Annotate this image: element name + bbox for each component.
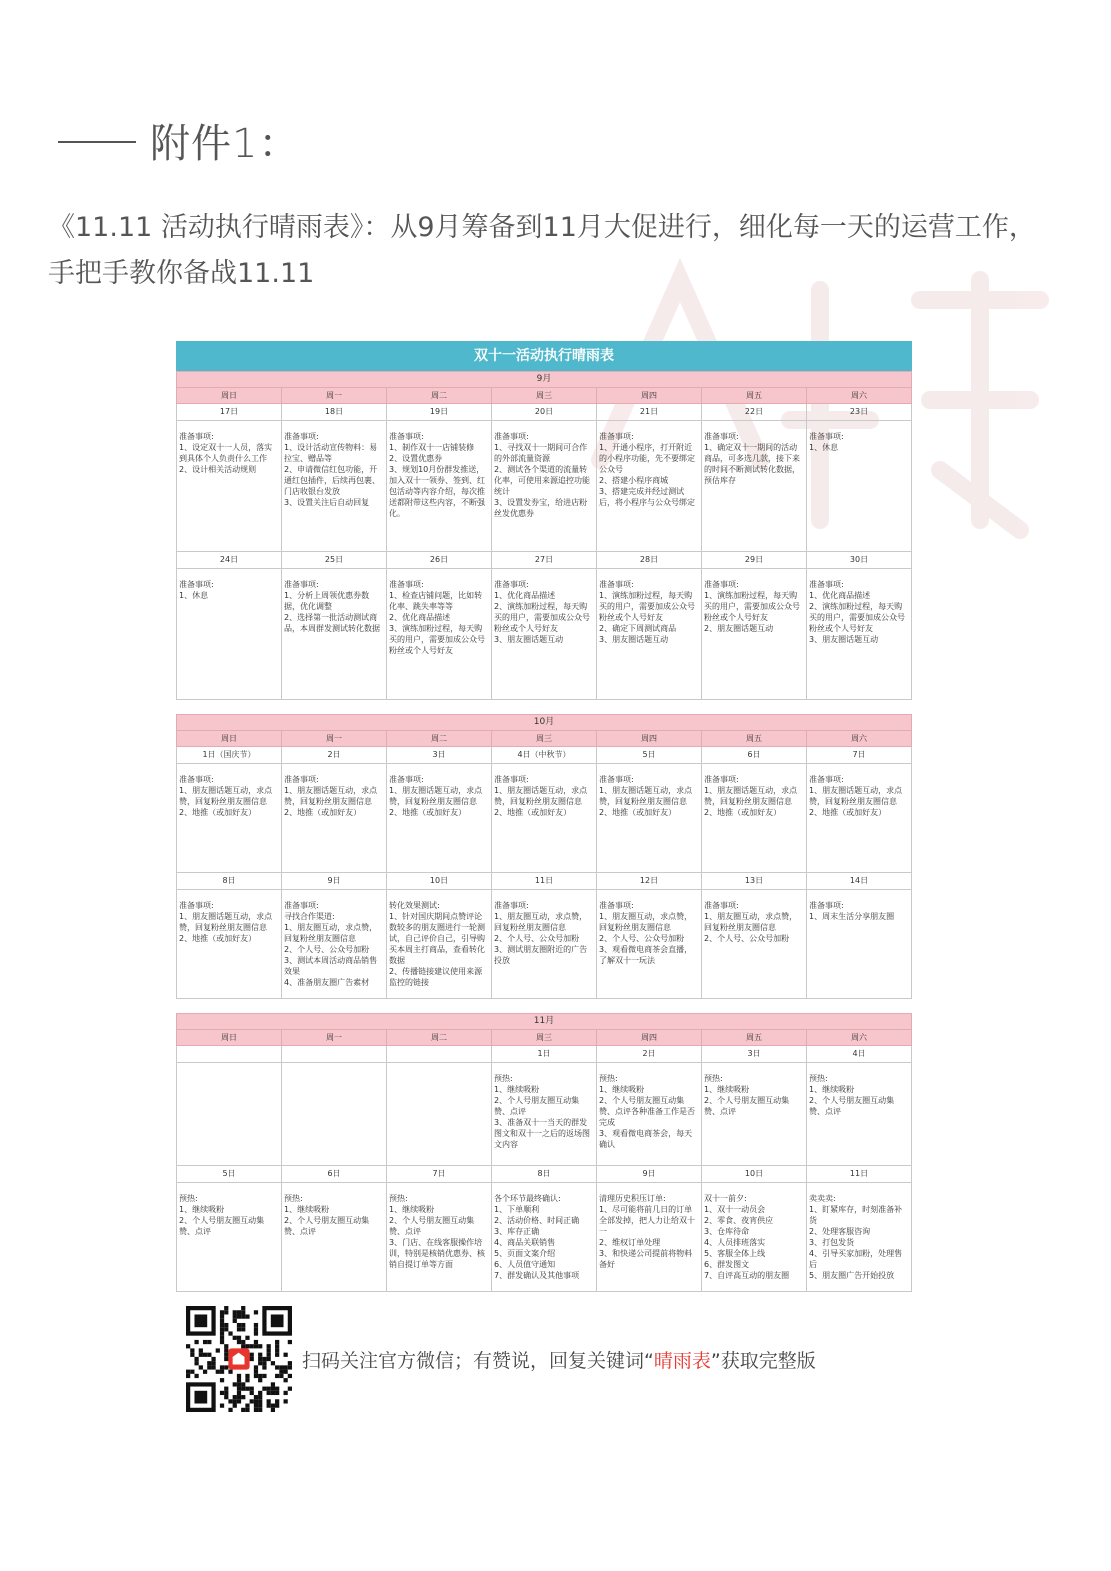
- date-cell: 23日: [807, 404, 912, 421]
- date-cell: 29日: [702, 552, 807, 569]
- task-cell: 准备事项: 1、周末生活分享朋友圈: [807, 890, 912, 999]
- month-gap: [176, 700, 912, 714]
- date-cell: 20日: [492, 404, 597, 421]
- task-cell: 准备事项: 1、演练加粉过程，每天购买的用户，需要加成公众号粉丝或个人号好友 2、朋友圈话题互动: [702, 569, 807, 700]
- weekday-header: 周六: [807, 731, 912, 747]
- month-block: [176, 371, 912, 700]
- task-row: [177, 890, 912, 999]
- date-cell: 28日: [597, 552, 702, 569]
- date-cell: 5日: [597, 747, 702, 764]
- weekday-header-row: [177, 731, 912, 747]
- date-cell: 6日: [702, 747, 807, 764]
- date-cell: [387, 1046, 492, 1063]
- date-cell: 3日: [702, 1046, 807, 1063]
- task-cell: 预热: 1、继续吸粉 2、个人号朋友圈互动集赞、点评: [282, 1183, 387, 1292]
- task-cell: 各个环节最终确认: 1、下单顺利 2、活动价格、时间正确 3、库存正确 4、商品关联销售 5、页面文案介绍 6、人员值守通知 7、群发确认及其他事项: [492, 1183, 597, 1292]
- task-cell: 预热: 1、继续吸粉 2、个人号朋友圈互动集赞、点评: [807, 1063, 912, 1166]
- date-cell: 3日: [387, 747, 492, 764]
- task-cell: 准备事项: 1、朋友圈话题互动，求点赞，回复粉丝朋友圈信息 2、地推（或加好友）: [387, 764, 492, 873]
- footer-text-before: 扫码关注官方微信；有赞说，回复关键词“: [302, 1350, 654, 1372]
- task-cell: 预热: 1、继续吸粉 2、个人号朋友圈互动集赞、点评 3、门店、在线客服操作培训，特别是核销优惠券、核销自提订单等方面: [387, 1183, 492, 1292]
- task-cell: 准备事项: 1、优化商品描述 2、演练加粉过程，每天购买的用户，需要加成公众号粉丝或个人号好友 3、朋友圈话题互动: [807, 569, 912, 700]
- date-cell: 24日: [177, 552, 282, 569]
- weekday-header-row: [177, 1030, 912, 1046]
- task-row: [177, 1183, 912, 1292]
- intro-paragraph: 《11.11 活动执行晴雨表》：从9月筹备到11月大促进行，细化每一天的运营工作，手把手教你备战11.11: [48, 212, 1036, 289]
- date-cell: 11日: [807, 1166, 912, 1183]
- date-cell: 4日（中秋节）: [492, 747, 597, 764]
- weekday-header: 周日: [177, 731, 282, 747]
- date-cell: 30日: [807, 552, 912, 569]
- task-cell: 准备事项: 1、朋友圈话题互动，求点赞，回复粉丝朋友圈信息 2、地推（或加好友）: [492, 764, 597, 873]
- task-cell: 准备事项: 1、朋友圈话题互动，求点赞，回复粉丝朋友圈信息 2、地推（或加好友）: [702, 764, 807, 873]
- weekday-header: 周三: [492, 1030, 597, 1046]
- weekday-header: 周一: [282, 1030, 387, 1046]
- task-cell: 准备事项: 1、确定双十一期间的活动商品，可多选几款，接下来的时间不断测试转化数据，预估库存: [702, 421, 807, 552]
- date-cell: [177, 1046, 282, 1063]
- date-row: [177, 747, 912, 764]
- date-cell: [282, 1046, 387, 1063]
- task-cell: 双十一前夕: 1、双十一动员会 2、零食、夜宵供应 3、仓库待命 4、人员排班落实 5、客服全体上线 6、群发图文 7、自评高互动的朋友圈: [702, 1183, 807, 1292]
- schedule-spreadsheet: [176, 341, 912, 1292]
- date-row: [177, 1166, 912, 1183]
- date-cell: 9日: [282, 873, 387, 890]
- task-cell: 准备事项: 1、朋友圈互动，求点赞，回复粉丝朋友圈信息 2、个人号、公众号加粉 3、观看微电商茶会直播，了解双十一玩法: [597, 890, 702, 999]
- task-cell: 卖卖卖: 1、盯紧库存，时刻准备补货 2、处理客服咨询 3、打包发货 4、引导买家加粉，处理售后 5、朋友圈广告开始投放: [807, 1183, 912, 1292]
- task-cell: 准备事项: 1、朋友圈话题互动，求点赞，回复粉丝朋友圈信息 2、地推（或加好友）: [177, 890, 282, 999]
- task-cell: 准备事项: 1、设定双十一人员，落实到具体个人负责什么工作 2、设计相关活动规则: [177, 421, 282, 552]
- calendar-table: [176, 1029, 912, 1292]
- task-cell: 准备事项: 1、检查店铺问题，比如转化率、跳失率等等 2、优化商品描述 3、演练加粉过程，每天购买的用户，需要加成公众号粉丝或个人号好友: [387, 569, 492, 700]
- task-row: [177, 764, 912, 873]
- month-label: 9月: [176, 371, 912, 387]
- weekday-header: 周二: [387, 731, 492, 747]
- date-cell: 26日: [387, 552, 492, 569]
- date-cell: 19日: [387, 404, 492, 421]
- date-cell: 8日: [177, 873, 282, 890]
- date-cell: 22日: [702, 404, 807, 421]
- task-cell: 准备事项: 1、朋友圈互动，求点赞，回复粉丝朋友圈信息 2、个人号、公众号加粉 3、测试朋友圈附近的广告投放: [492, 890, 597, 999]
- date-cell: 25日: [282, 552, 387, 569]
- task-cell: 准备事项: 1、分析上周领优惠券数据，优化调整 2、选择第一批活动测试商品，本周群发测试转化数据: [282, 569, 387, 700]
- month-block: [176, 1013, 912, 1292]
- task-cell: [282, 1063, 387, 1166]
- task-cell: 准备事项: 1、休息: [177, 569, 282, 700]
- weekday-header: 周日: [177, 388, 282, 404]
- task-cell: 准备事项: 1、朋友圈话题互动，求点赞，回复粉丝朋友圈信息 2、地推（或加好友）: [282, 764, 387, 873]
- month-label: 10月: [176, 714, 912, 730]
- weekday-header: 周二: [387, 1030, 492, 1046]
- weekday-header: 周日: [177, 1030, 282, 1046]
- weekday-header: 周五: [702, 1030, 807, 1046]
- calendar-table: [176, 387, 912, 700]
- calendar-table: [176, 730, 912, 999]
- attachment-heading: [58, 112, 299, 169]
- date-cell: 2日: [597, 1046, 702, 1063]
- date-cell: 7日: [807, 747, 912, 764]
- task-cell: 预热: 1、继续吸粉 2、个人号朋友圈互动集赞、点评: [702, 1063, 807, 1166]
- date-row: [177, 1046, 912, 1063]
- task-cell: 准备事项: 1、开通小程序，打开附近的小程序功能，先不要绑定公众号 2、搭建小程序商城 3、搭建完成并经过测试后，将小程序与公众号绑定: [597, 421, 702, 552]
- weekday-header: 周四: [597, 731, 702, 747]
- task-row: [177, 1063, 912, 1166]
- task-cell: [177, 1063, 282, 1166]
- sheet-title: 双十一活动执行晴雨表: [176, 341, 912, 371]
- date-row: [177, 404, 912, 421]
- date-cell: 13日: [702, 873, 807, 890]
- task-cell: 预热: 1、继续吸粉 2、个人号朋友圈互动集赞、点评各种准备工作是否完成 3、观看微电商茶会，每天确认: [597, 1063, 702, 1166]
- weekday-header: 周五: [702, 731, 807, 747]
- task-cell: 准备事项: 1、寻找双十一期间可合作的外部流量资源 2、测试各个渠道的流量转化率，可使用来源追控功能统计 3、设置发券宝，给进店粉丝发优惠券: [492, 421, 597, 552]
- weekday-header: 周一: [282, 731, 387, 747]
- date-cell: 9日: [597, 1166, 702, 1183]
- task-cell: [387, 1063, 492, 1166]
- weekday-header: 周三: [492, 731, 597, 747]
- task-cell: 准备事项: 1、朋友圈话题互动，求点赞，回复粉丝朋友圈信息 2、地推（或加好友）: [807, 764, 912, 873]
- task-row: [177, 421, 912, 552]
- footer-text: [302, 1346, 816, 1373]
- date-cell: 1日（国庆节）: [177, 747, 282, 764]
- heading-dash: [58, 141, 136, 143]
- date-cell: 18日: [282, 404, 387, 421]
- task-cell: 准备事项: 1、休息: [807, 421, 912, 552]
- task-cell: 准备事项: 1、朋友圈话题互动，求点赞，回复粉丝朋友圈信息 2、地推（或加好友）: [177, 764, 282, 873]
- task-cell: 预热: 1、继续吸粉 2、个人号朋友圈互动集赞、点评 3、准备双十一当天的群发图文和双十一之后的返场图文内容: [492, 1063, 597, 1166]
- month-label: 11月: [176, 1013, 912, 1029]
- task-cell: 转化效果测试: 1、针对国庆期间点赞评论数较多的朋友圈进行一轮测试，自己评价自己，引导购买本周主打商品，查看转化数据 2、传播链接建议使用来源监控的链接: [387, 890, 492, 999]
- footer-text-after: ”获取完整版: [710, 1350, 816, 1372]
- date-cell: 10日: [387, 873, 492, 890]
- task-cell: 预热: 1、继续吸粉 2、个人号朋友圈互动集赞、点评: [177, 1183, 282, 1292]
- weekday-header-row: [177, 388, 912, 404]
- date-cell: 27日: [492, 552, 597, 569]
- date-cell: 6日: [282, 1166, 387, 1183]
- weekday-header: 周二: [387, 388, 492, 404]
- weekday-header: 周四: [597, 388, 702, 404]
- date-row: [177, 552, 912, 569]
- task-cell: 准备事项: 寻找合作渠道: 1、朋友圈互动，求点赞，回复粉丝朋友圈信息 2、个人号、公众号加粉 3、测试本周活动商品销售效果 4、准备朋友圈广告素材: [282, 890, 387, 999]
- date-cell: 14日: [807, 873, 912, 890]
- weekday-header: 周六: [807, 1030, 912, 1046]
- task-cell: 准备事项: 1、设计活动宣传物料：易拉宝、赠品等 2、申请微信红包功能，开通红包插件，后续再包裹、门店收银台发放 3、设置关注后自动回复: [282, 421, 387, 552]
- heading-text: 附件1：: [150, 121, 300, 167]
- task-cell: 准备事项: 1、朋友圈话题互动，求点赞，回复粉丝朋友圈信息 2、地推（或加好友）: [597, 764, 702, 873]
- date-cell: 4日: [807, 1046, 912, 1063]
- date-cell: 5日: [177, 1166, 282, 1183]
- months-container: [176, 371, 912, 1292]
- weekday-header: 周四: [597, 1030, 702, 1046]
- month-block: [176, 714, 912, 999]
- task-cell: 准备事项: 1、制作双十一店铺装修 2、设置优惠券 3、规划10月份群发推送，加入双十一领券、签到、红包活动等内容介绍，每次推送都附带这些内容，不断强化。: [387, 421, 492, 552]
- weekday-header: 周三: [492, 388, 597, 404]
- date-cell: 12日: [597, 873, 702, 890]
- date-cell: 17日: [177, 404, 282, 421]
- qr-code-icon: [186, 1306, 292, 1412]
- month-gap: [176, 999, 912, 1013]
- task-row: [177, 569, 912, 700]
- date-cell: 2日: [282, 747, 387, 764]
- weekday-header: 周五: [702, 388, 807, 404]
- weekday-header: 周一: [282, 388, 387, 404]
- task-cell: 准备事项: 1、演练加粉过程，每天购买的用户，需要加成公众号粉丝或个人号好友 2、确定下周测试商品 3、朋友圈话题互动: [597, 569, 702, 700]
- date-cell: 11日: [492, 873, 597, 890]
- footer-keyword: 晴雨表: [653, 1350, 711, 1372]
- date-row: [177, 873, 912, 890]
- task-cell: 准备事项: 1、优化商品描述 2、演练加粉过程，每天购买的用户，需要加成公众号粉丝或个人号好友 3、朋友圈话题互动: [492, 569, 597, 700]
- date-cell: 1日: [492, 1046, 597, 1063]
- date-cell: 21日: [597, 404, 702, 421]
- task-cell: 准备事项: 1、朋友圈互动，求点赞，回复粉丝朋友圈信息 2、个人号、公众号加粉: [702, 890, 807, 999]
- weekday-header: 周六: [807, 388, 912, 404]
- date-cell: 10日: [702, 1166, 807, 1183]
- date-cell: 7日: [387, 1166, 492, 1183]
- task-cell: 清理历史积压订单: 1、尽可能将前几日的订单全部发掉，把人力让给双十一 2、维权订单处理 3、和快递公司提前将物料备好: [597, 1183, 702, 1292]
- date-cell: 8日: [492, 1166, 597, 1183]
